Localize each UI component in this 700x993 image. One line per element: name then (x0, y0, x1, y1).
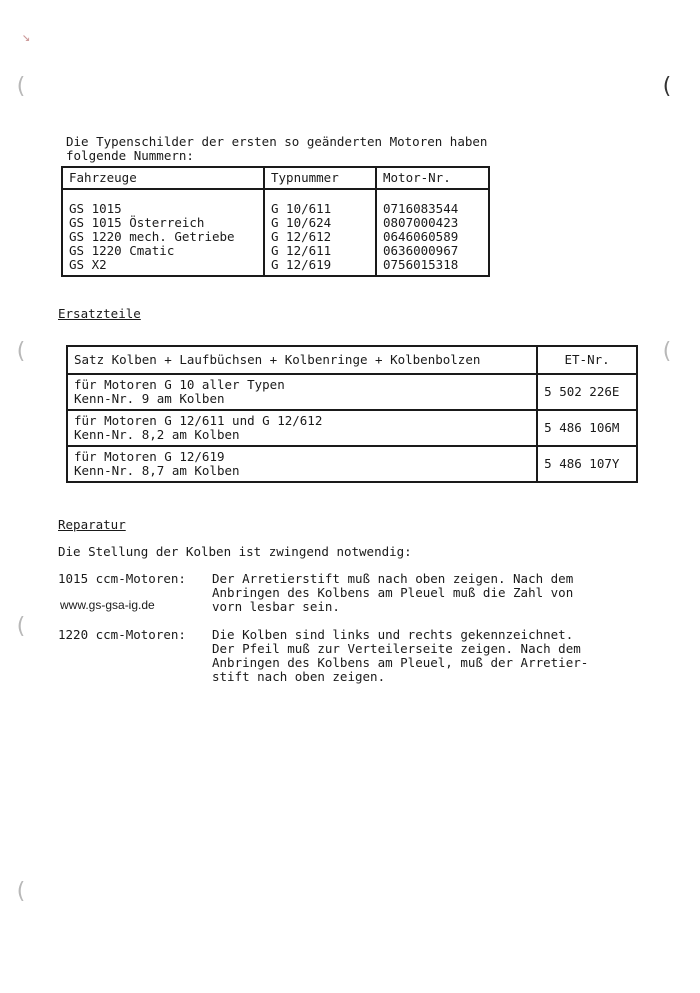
table-row (67, 446, 637, 482)
item-2-line-3: Anbringen des Kolbens am Pleuel, muß der Arretier- (212, 655, 589, 670)
col-header-motor-nr: Motor-Nr. (376, 167, 489, 189)
description-cell (67, 446, 537, 482)
intro-line-1: Die Typenschilder der ersten so geänderten Motoren haben (66, 134, 488, 149)
description-cell (67, 410, 537, 446)
cell-text: für Motoren G 12/619 (74, 449, 225, 464)
cell-text: 0756015318 (383, 257, 459, 272)
section-heading-reparatur: Reparatur (58, 517, 126, 532)
table-row (62, 189, 489, 276)
cell-text: 0716083544 (383, 201, 459, 216)
table-row (67, 410, 637, 446)
fahrzeuge-cell (62, 189, 264, 276)
scan-mark-top-left: ↘ (22, 29, 31, 45)
cell-text: GS 1220 mech. Getriebe (69, 229, 235, 244)
cell-text: GS 1015 Österreich (69, 215, 205, 230)
cell-text: Kenn-Nr. 8,7 am Kolben (74, 463, 240, 478)
cell-text: G 12/611 (271, 243, 332, 258)
item-2-line-4: stift nach oben zeigen. (212, 669, 386, 684)
cell-text: G 10/611 (271, 201, 332, 216)
item-1-line-1: Der Arretierstift muß nach oben zeigen. Nach dem (212, 571, 574, 586)
cell-text: Kenn-Nr. 9 am Kolben (74, 391, 225, 406)
cell-text: GS 1220 Cmatic (69, 243, 175, 258)
et-nr-cell: 5 486 107Y (537, 446, 637, 482)
motor-nr-cell (376, 189, 489, 276)
scan-mark-left-2: ( (14, 339, 28, 364)
col-header-et-nr: ET-Nr. (537, 346, 637, 374)
item-1-line-3: vorn lesbar sein. (212, 599, 340, 614)
item-1-label: 1015 ccm-Motoren: (58, 571, 186, 586)
col-header-satz: Satz Kolben + Laufbüchsen + Kolbenringe + Kolbenbolzen (67, 346, 537, 374)
cell-text: G 12/619 (271, 257, 332, 272)
scan-mark-left-4: ( (14, 879, 28, 904)
typnummer-cell (264, 189, 376, 276)
description-cell (67, 374, 537, 410)
section-heading-ersatzteile: Ersatzteile (58, 306, 141, 321)
table-row (67, 374, 637, 410)
cell-text: GS X2 (69, 257, 107, 272)
cell-text: für Motoren G 12/611 und G 12/612 (74, 413, 323, 428)
col-header-fahrzeuge: Fahrzeuge (62, 167, 264, 189)
item-2-line-1: Die Kolben sind links und rechts gekennzeichnet. (212, 627, 574, 642)
intro-line-2: folgende Nummern: (66, 148, 194, 163)
scan-mark-left-1: ( (14, 74, 28, 99)
scan-mark-right-2: ( (660, 339, 674, 364)
cell-text: 0807000423 (383, 215, 459, 230)
spare-parts-table (66, 345, 638, 483)
scan-mark-right-1: ( (660, 74, 674, 99)
type-plate-table (61, 166, 490, 277)
cell-text: G 12/612 (271, 229, 332, 244)
et-nr-cell: 5 486 106M (537, 410, 637, 446)
scan-mark-left-3: ( (14, 614, 28, 639)
item-2-line-2: Der Pfeil muß zur Verteilerseite zeigen. Nach dem (212, 641, 581, 656)
reparatur-intro: Die Stellung der Kolben ist zwingend notwendig: (58, 544, 412, 559)
cell-text: für Motoren G 10 aller Typen (74, 377, 285, 392)
col-header-typnummer: Typnummer (264, 167, 376, 189)
cell-text: GS 1015 (69, 201, 122, 216)
item-2-label: 1220 ccm-Motoren: (58, 627, 186, 642)
item-1-line-2: Anbringen des Kolbens am Pleuel muß die Zahl von (212, 585, 574, 600)
et-nr-cell: 5 502 226E (537, 374, 637, 410)
website-link[interactable]: www.gs-gsa-ig.de (60, 598, 155, 612)
cell-text: 0636000967 (383, 243, 459, 258)
cell-text: Kenn-Nr. 8,2 am Kolben (74, 427, 240, 442)
cell-text: 0646060589 (383, 229, 459, 244)
cell-text: G 10/624 (271, 215, 332, 230)
